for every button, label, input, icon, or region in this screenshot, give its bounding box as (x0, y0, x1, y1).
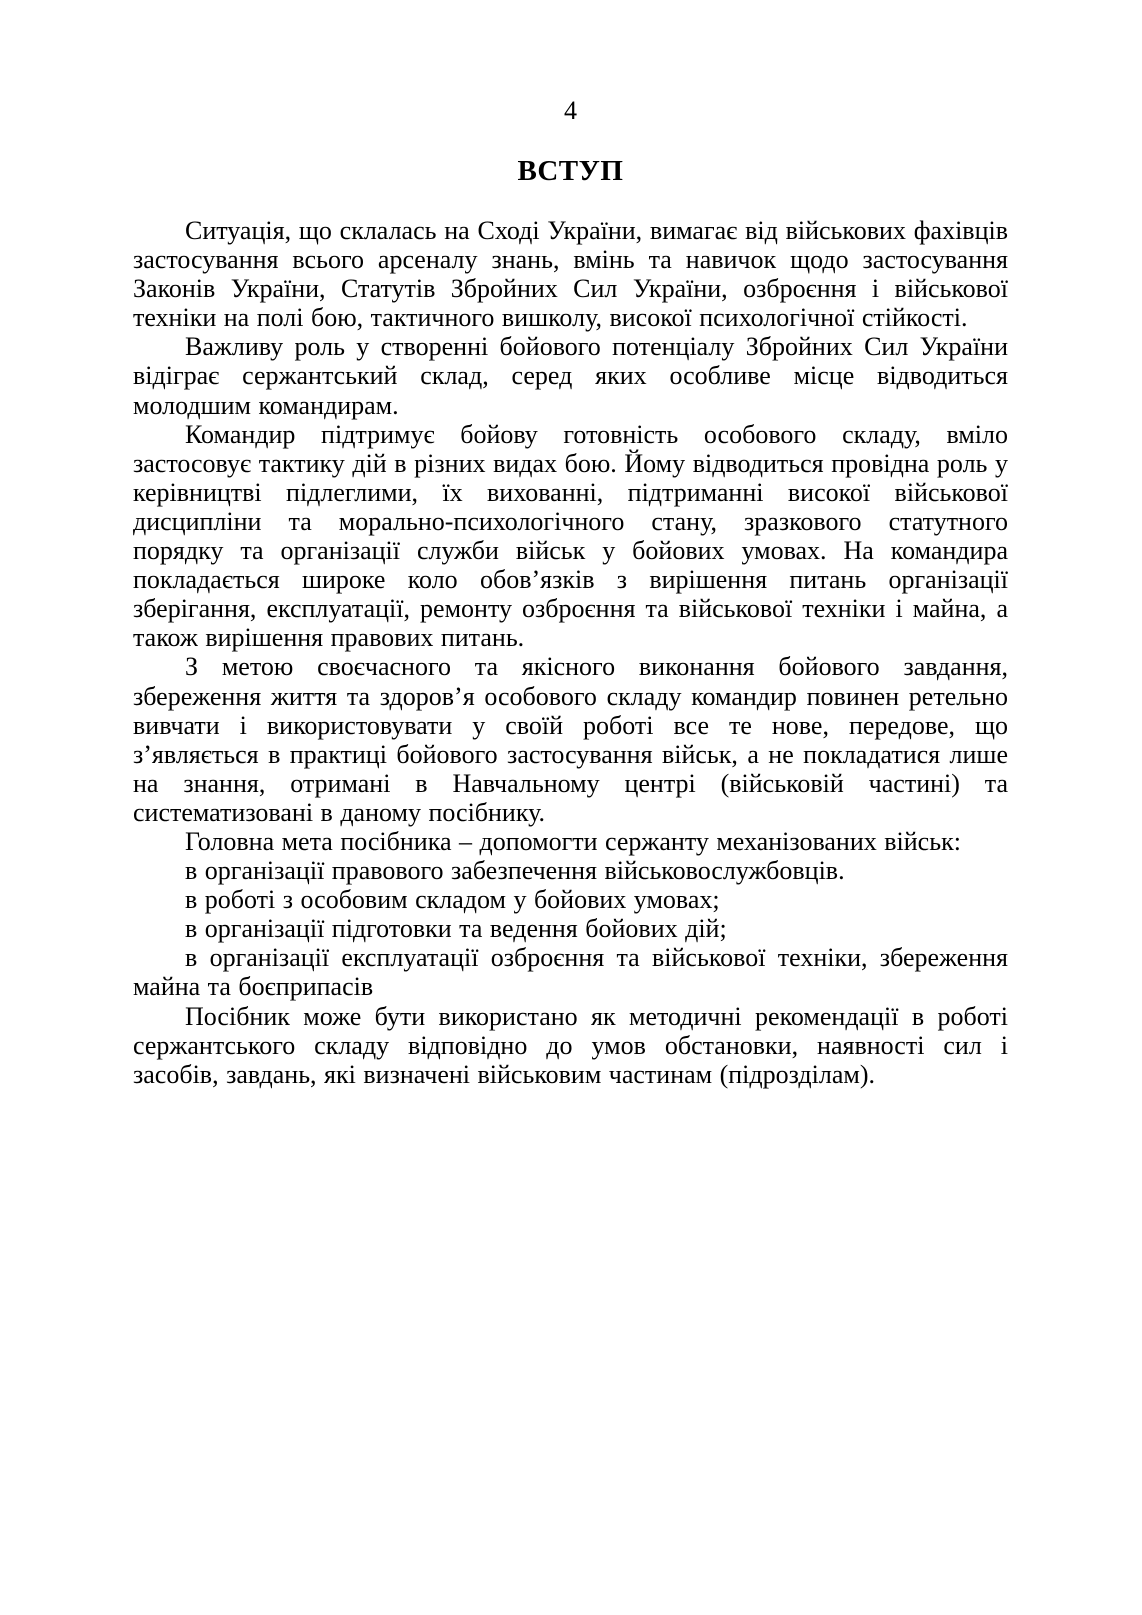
list-item-personnel: в роботі з особовим складом у бойових умовах; (185, 885, 720, 915)
paragraph-sergeants: Важливу роль у створенні бойового потенціалу Збройних Сил України відіграє сержантський склад, серед яких особливе місце відводиться молодшим командирам. (133, 332, 1008, 420)
page-title: ВСТУП (517, 155, 624, 187)
page-number: 4 (564, 96, 577, 125)
paragraph-conclusion: Посібник може бути використано як методичні рекомендації в роботі сержантського складу відповідно до умов обстановки, наявності сил і засобів, завдань, які визначені військовим частинам (підрозділам). (133, 1001, 1008, 1089)
paragraph-mission: З метою своєчасного та якісного виконання бойового завдання, збереження життя та здоров’я особового складу командир повинен ретельно вивчати і використовувати у своїй роботі все те нове, передове, що з’являється в практиці бойового застосування військ, а не покладатися лише на знання, отримані в Навчальному центрі (військовій частині) та систематизовані в даному посібнику. (133, 652, 1008, 827)
paragraph-intro: Ситуація, що склалась на Сході України, вимагає від військових фахівців застосування всього арсеналу знань, вмінь та навичок щодо застосування Законів України, Статутів Збройних Сил України, озброєння і військової техніки на полі бою, тактичного вишколу, високої психологічної стійкості. (133, 216, 1008, 333)
list-item-equipment: в організації експлуатації озброєння та військової техніки, збереження майна та боєприпасів (133, 943, 1008, 1002)
document-body (133, 216, 1008, 1089)
list-item-legal: в організації правового забезпечення військовослужбовців. (185, 856, 845, 886)
paragraph-goal: Головна мета посібника – допомогти сержанту механізованих військ: (185, 826, 961, 856)
paragraph-commander: Командир підтримує бойову готовність особового складу, вміло застосовує тактику дій в різних видах бою. Йому відводиться провідна роль у керівництві підлеглими, їх вихованні, підтриманні високої військової дисципліни та морально-психологічного стану, зразкового статутного порядку та організації служби військ у бойових умовах. На командира покладається широке коло обов’язків з вирішення питань організації зберігання, експлуатації, ремонту озброєння та військової техніки і майна, а також вирішення правових питань. (133, 419, 1008, 653)
list-item-combat: в організації підготовки та ведення бойових дій; (185, 914, 727, 944)
